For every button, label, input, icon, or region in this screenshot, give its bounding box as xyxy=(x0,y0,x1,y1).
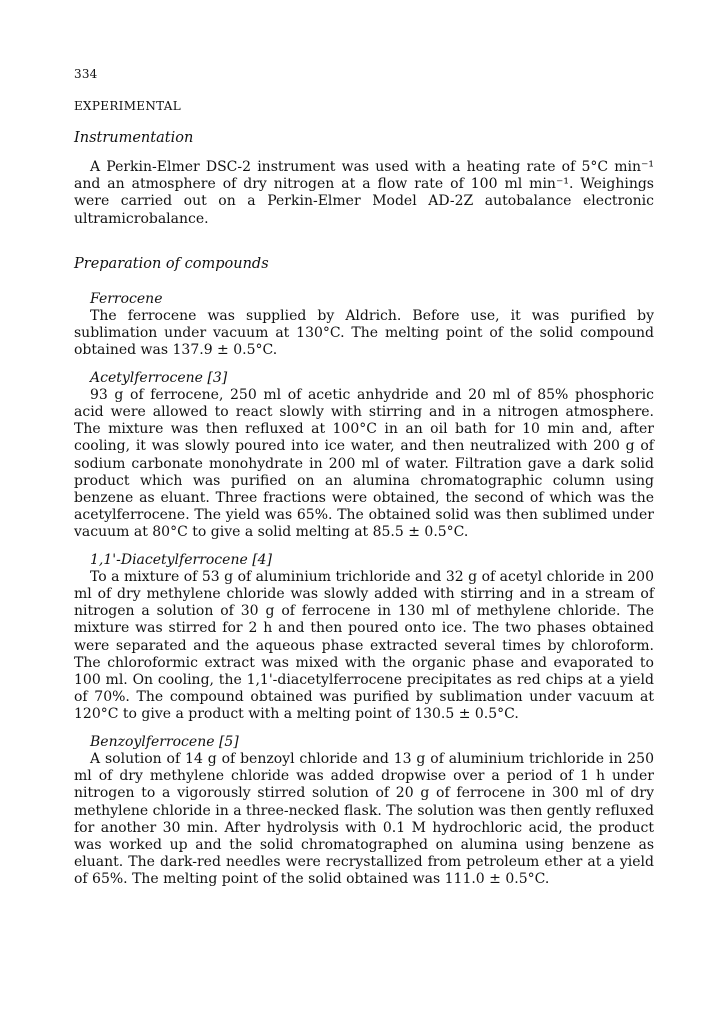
compound-title: Benzoylferrocene [5] xyxy=(90,733,239,750)
instrumentation-paragraph xyxy=(74,159,654,228)
compound-diacetylferrocene xyxy=(74,552,654,724)
compound-text: To a mixture of 53 g of aluminium trichloride and 32 g of acetyl chloride in 200 ml of dry methylene chloride was slowly added with stirring and in a stream of nitrogen a solution of 30 g of ferrocene in 130 ml of methylene chloride. The mixture was stirred for 2 h and then poured onto ice. The two phases obtained were separated and the aqueous phase extracted several times by chloroform. The chloroformic extract was mixed with the organic phase and evaporated to 100 ml. On cooling, the 1,1'-diacetylferrocene precipitates as red chips at a yield of 70%. The compound obtained was purified by sublimation under vacuum at 120°C to give a product with a melting point of 130.5 ± 0.5°C. xyxy=(74,568,654,723)
instrumentation-text: A Perkin-Elmer DSC-2 instrument was used with a heating rate of 5°C min⁻¹ and an atmosphere of dry nitrogen at a flow rate of 100 ml min⁻¹. Weighings were carried out on a Perkin-Elmer Model AD-2Z autobalance electronic ultramicrobalance. xyxy=(74,159,654,227)
instrumentation-heading: Instrumentation xyxy=(74,130,194,146)
compound-paragraph xyxy=(74,569,654,724)
paper-page xyxy=(74,66,654,889)
preparation-heading: Preparation of compounds xyxy=(74,255,269,272)
compound-text: The ferrocene was supplied by Aldrich. Before use, it was purified by sublimation under vacuum at 130°C. The melting point of the solid compound obtained was 137.9 ± 0.5°C. xyxy=(74,308,654,359)
section-title: EXPERIMENTAL xyxy=(74,99,182,113)
compound-ferrocene xyxy=(74,291,654,360)
page-number: 334 xyxy=(74,67,98,81)
compound-text: 93 g of ferrocene, 250 ml of acetic anhydride and 20 ml of 85% phosphoric acid were allowed to react slowly with stirring and in a nitrogen atmosphere. The mixture was then refluxed at 100°C in an oil bath for 10 min and, after cooling, it was slowly poured into ice water, and then neutralized with 200 g of sodium carbonate monohydrate in 200 ml of water. Filtration gave a dark solid product which was purified on an alumina chromatographic column using benzene as eluant. Three fractions were obtained, the second of which was the acetylferrocene. The yield was 65%. The obtained solid was then sublimed under vacuum at 80°C to give a solid melting at 85.5 ± 0.5°C. xyxy=(74,386,654,541)
compound-benzoylferrocene xyxy=(74,734,654,889)
compound-paragraph xyxy=(74,751,654,889)
compound-paragraph xyxy=(74,387,654,542)
compound-title: 1,1'-Diacetylferrocene [4] xyxy=(90,551,273,568)
compound-acetylferrocene xyxy=(74,370,654,542)
compound-title: Acetylferrocene [3] xyxy=(90,369,228,386)
compound-paragraph xyxy=(74,308,654,360)
compound-text: A solution of 14 g of benzoyl chloride and 13 g of aluminium trichloride in 250 ml of dry methylene chloride was added dropwise over a period of 1 h under nitrogen to a vigorously stirred solution of 20 g of ferrocene in 300 ml of dry methylene chloride in a three-necked flask. The solution was then gently refluxed for another 30 min. After hydrolysis with 0.1 M hydrochloric acid, the product was worked up and the solid chromatographed on alumina using benzene as eluant. The dark-red needles were recrystallized from petroleum ether at a yield of 65%. The melting point of the solid obtained was 111.0 ± 0.5°C. xyxy=(74,750,654,888)
compound-title: Ferrocene xyxy=(90,290,163,307)
